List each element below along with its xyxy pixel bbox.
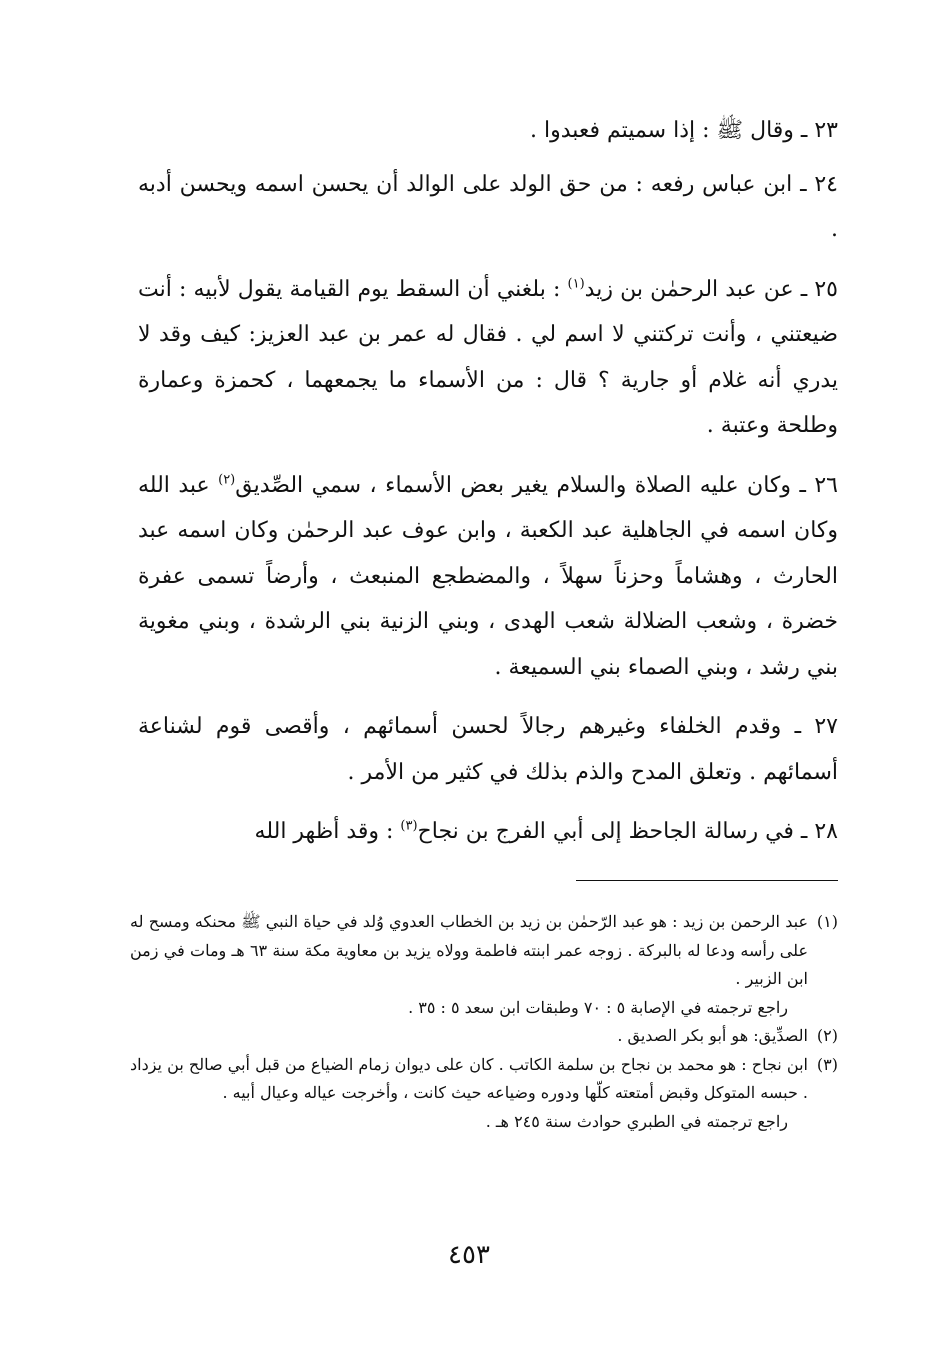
footnote-3-reference: راجع ترجمته في الطبري حوادث سنة ٢٤٥ هـ . xyxy=(485,1111,788,1131)
paragraph-26-text-start: ٢٦ ـ وكان عليه الصلاة والسلام يغير بعض الأسماء ، سمي الصِّديق xyxy=(235,472,838,498)
footnote-ref-1: (١) xyxy=(567,276,585,292)
paragraph-28 xyxy=(138,809,838,855)
paragraph-24 xyxy=(138,162,838,253)
footnote-1-reference: راجع ترجمته في الإصابة ٥ : ٧٠ وطبقات ابن سعد ٥ : ٣٥ . xyxy=(408,997,788,1017)
footnotes xyxy=(130,908,838,1136)
paragraph-26 xyxy=(138,463,838,691)
footnote-1-number: (١) xyxy=(816,912,838,931)
footnote-3-text: ابن نجاح : هو محمد بن نجاح بن سلمة الكاتب . كان على ديوان زمام الضياع من قبل أبي صالح بن يزداد . حبسه المتوكل وقبض أمتعته كلّها ودوره وضياعه حيث كانت ، وأخرجت عياله وعيال أبيه . xyxy=(130,1054,808,1102)
footnote-ref-2: (٢) xyxy=(218,472,236,488)
paragraph-27 xyxy=(138,704,838,795)
paragraph-27-text: ٢٧ ـ وقدم الخلفاء وغيرهم رجالاً لحسن أسمائهم ، وأقصى قوم لشناعة أسمائهم . وتعلق المدح والذم بذلك في كثير من الأمر . xyxy=(138,714,838,785)
footnote-2-text: الصدِّيق: هو أبو بكر الصديق . xyxy=(617,1026,808,1045)
paragraph-25 xyxy=(138,267,838,449)
main-text xyxy=(138,108,838,855)
footnote-ref-3: (٣) xyxy=(400,818,418,834)
footnote-1-text: عبد الرحمن بن زيد : هو عبد الرّحمٰن بن زيد بن الخطاب العدوي وُلد في حياة النبي ﷺ محنكه ومسح له على رأسه ودعا له بالبركة . زوجه عمر ابنته فاطمة وولاه يزيد بن معاوية مكة سنة ٦٣ هـ ومات في زمن ابن الزبير . xyxy=(130,912,808,988)
footnote-2-number: (٢) xyxy=(816,1026,838,1045)
paragraph-25-text-start: ٢٥ ـ عن عبد الرحمٰن بن زيد xyxy=(584,276,838,302)
footnote-separator xyxy=(576,880,838,881)
paragraph-25-text-end: : بلغني أن السقط يوم القيامة يقول لأبيه : أنت ضيعتني ، وأنت تركتني لا اسم لي . فقال له عمر بن عبد العزيز: كيف وقد لا يدري أنه غلام أو جارية ؟ قال : من الأسماء ما يجمعهما ، كحمزة وعمارة وطلحة وعتبة . xyxy=(138,276,838,438)
footnote-3-number: (٣) xyxy=(816,1054,838,1074)
paragraph-28-text-end: : وقد أظهر الله xyxy=(254,819,401,844)
footnote-2 xyxy=(130,1022,838,1051)
paragraph-24-text: ٢٤ ـ ابن عباس رفعه : من حق الولد على الوالد أن يحسن اسمه ويحسن أدبه . xyxy=(138,171,838,242)
paragraph-23 xyxy=(138,108,838,154)
paragraph-26-text-end: عبد الله وكان اسمه في الجاهلية عبد الكعبة ، وابن عوف عبد الرحمٰن وكان اسمه عبد الحارث ، وهشاماً وحزناً سهلاً ، والمضطجع المنبعث ، وأرضاً تسمى عفرة خضرة ، وشعب الضلالة شعب الهدى ، وبني الزنية بني الرشدة ، وبني مغوية بني رشد ، وبني الصماء بني السميعة . xyxy=(138,472,838,680)
footnote-3 xyxy=(130,1051,838,1137)
paragraph-28-text-start: ٢٨ ـ في رسالة الجاحظ إلى أبي الفرج بن نجاح xyxy=(417,819,838,844)
paragraph-23-text: ٢٣ ـ وقال ﷺ : إذا سميتم فعبدوا . xyxy=(530,118,838,143)
page-number: ٤٥٣ xyxy=(448,1240,490,1270)
footnote-1 xyxy=(130,908,838,1022)
